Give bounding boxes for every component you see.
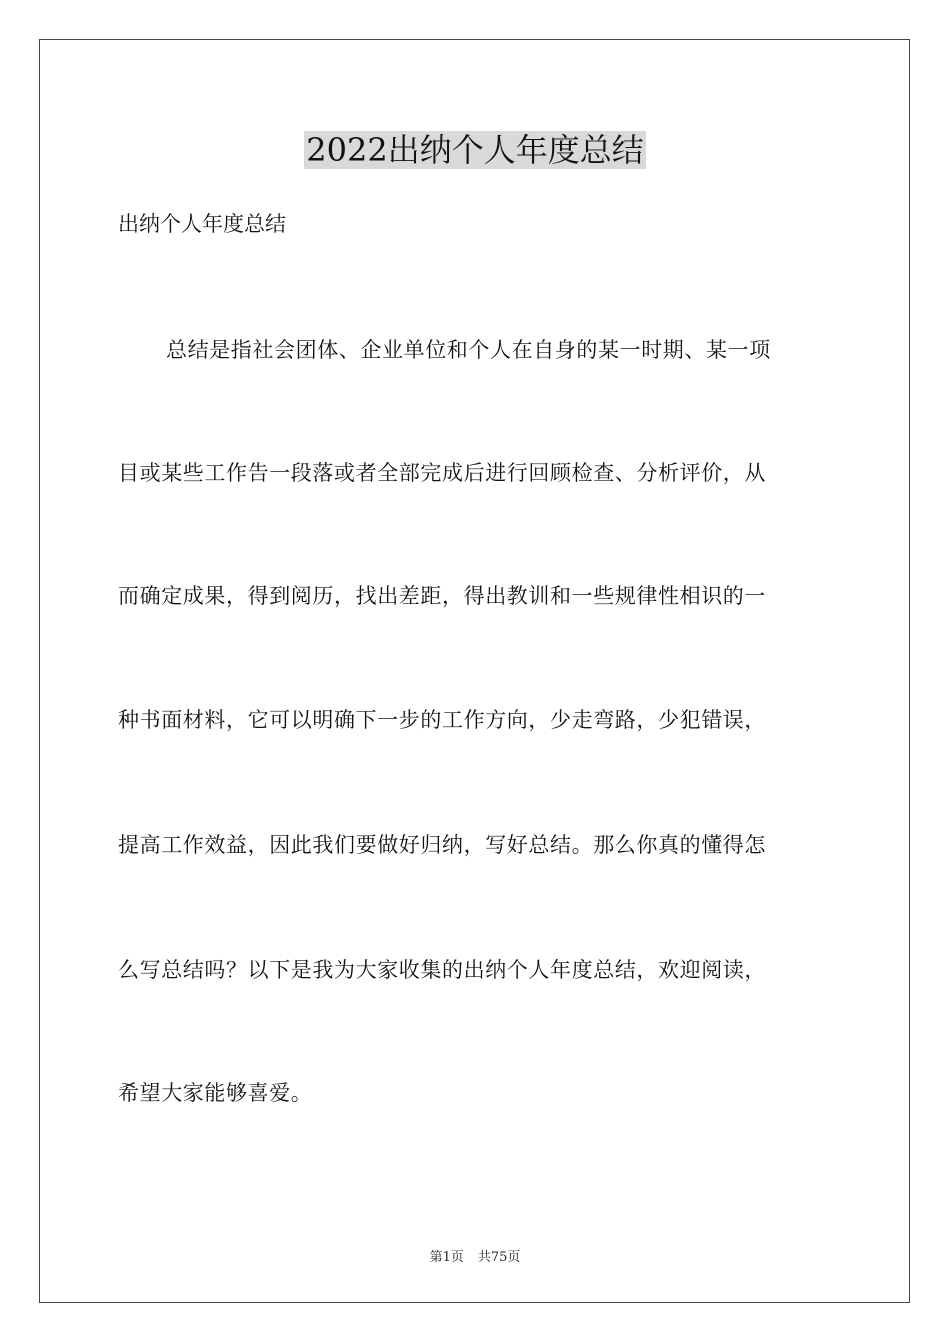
body-line-2: 目或某些工作告一段落或者全部完成后进行回顾检查、分析评价，从	[118, 461, 766, 485]
body-line-3: 而确定成果，得到阅历，找出差距，得出教训和一些规律性相识的一	[118, 584, 766, 608]
body-line-5: 提高工作效益，因此我们要做好归纳，写好总结。那么你真的懂得怎	[118, 833, 766, 857]
page-total: 共75页	[477, 1250, 521, 1265]
document-title-text: 2022出纳个人年度总结	[306, 131, 644, 169]
body-line-7: 希望大家能够喜爱。	[118, 1081, 313, 1105]
body-line-1: 总结是指社会团体、企业单位和个人在自身的某一时期、某一项	[166, 338, 771, 362]
page-number: 第1页	[429, 1250, 464, 1265]
document-subtitle: 出纳个人年度总结	[118, 212, 286, 236]
body-line-6: 么写总结吗？以下是我为大家收集的出纳个人年度总结，欢迎阅读，	[118, 958, 766, 982]
page-footer	[0, 1248, 950, 1268]
body-line-4: 种书面材料，它可以明确下一步的工作方向，少走弯路，少犯错误，	[118, 708, 766, 732]
document-title	[0, 126, 950, 174]
